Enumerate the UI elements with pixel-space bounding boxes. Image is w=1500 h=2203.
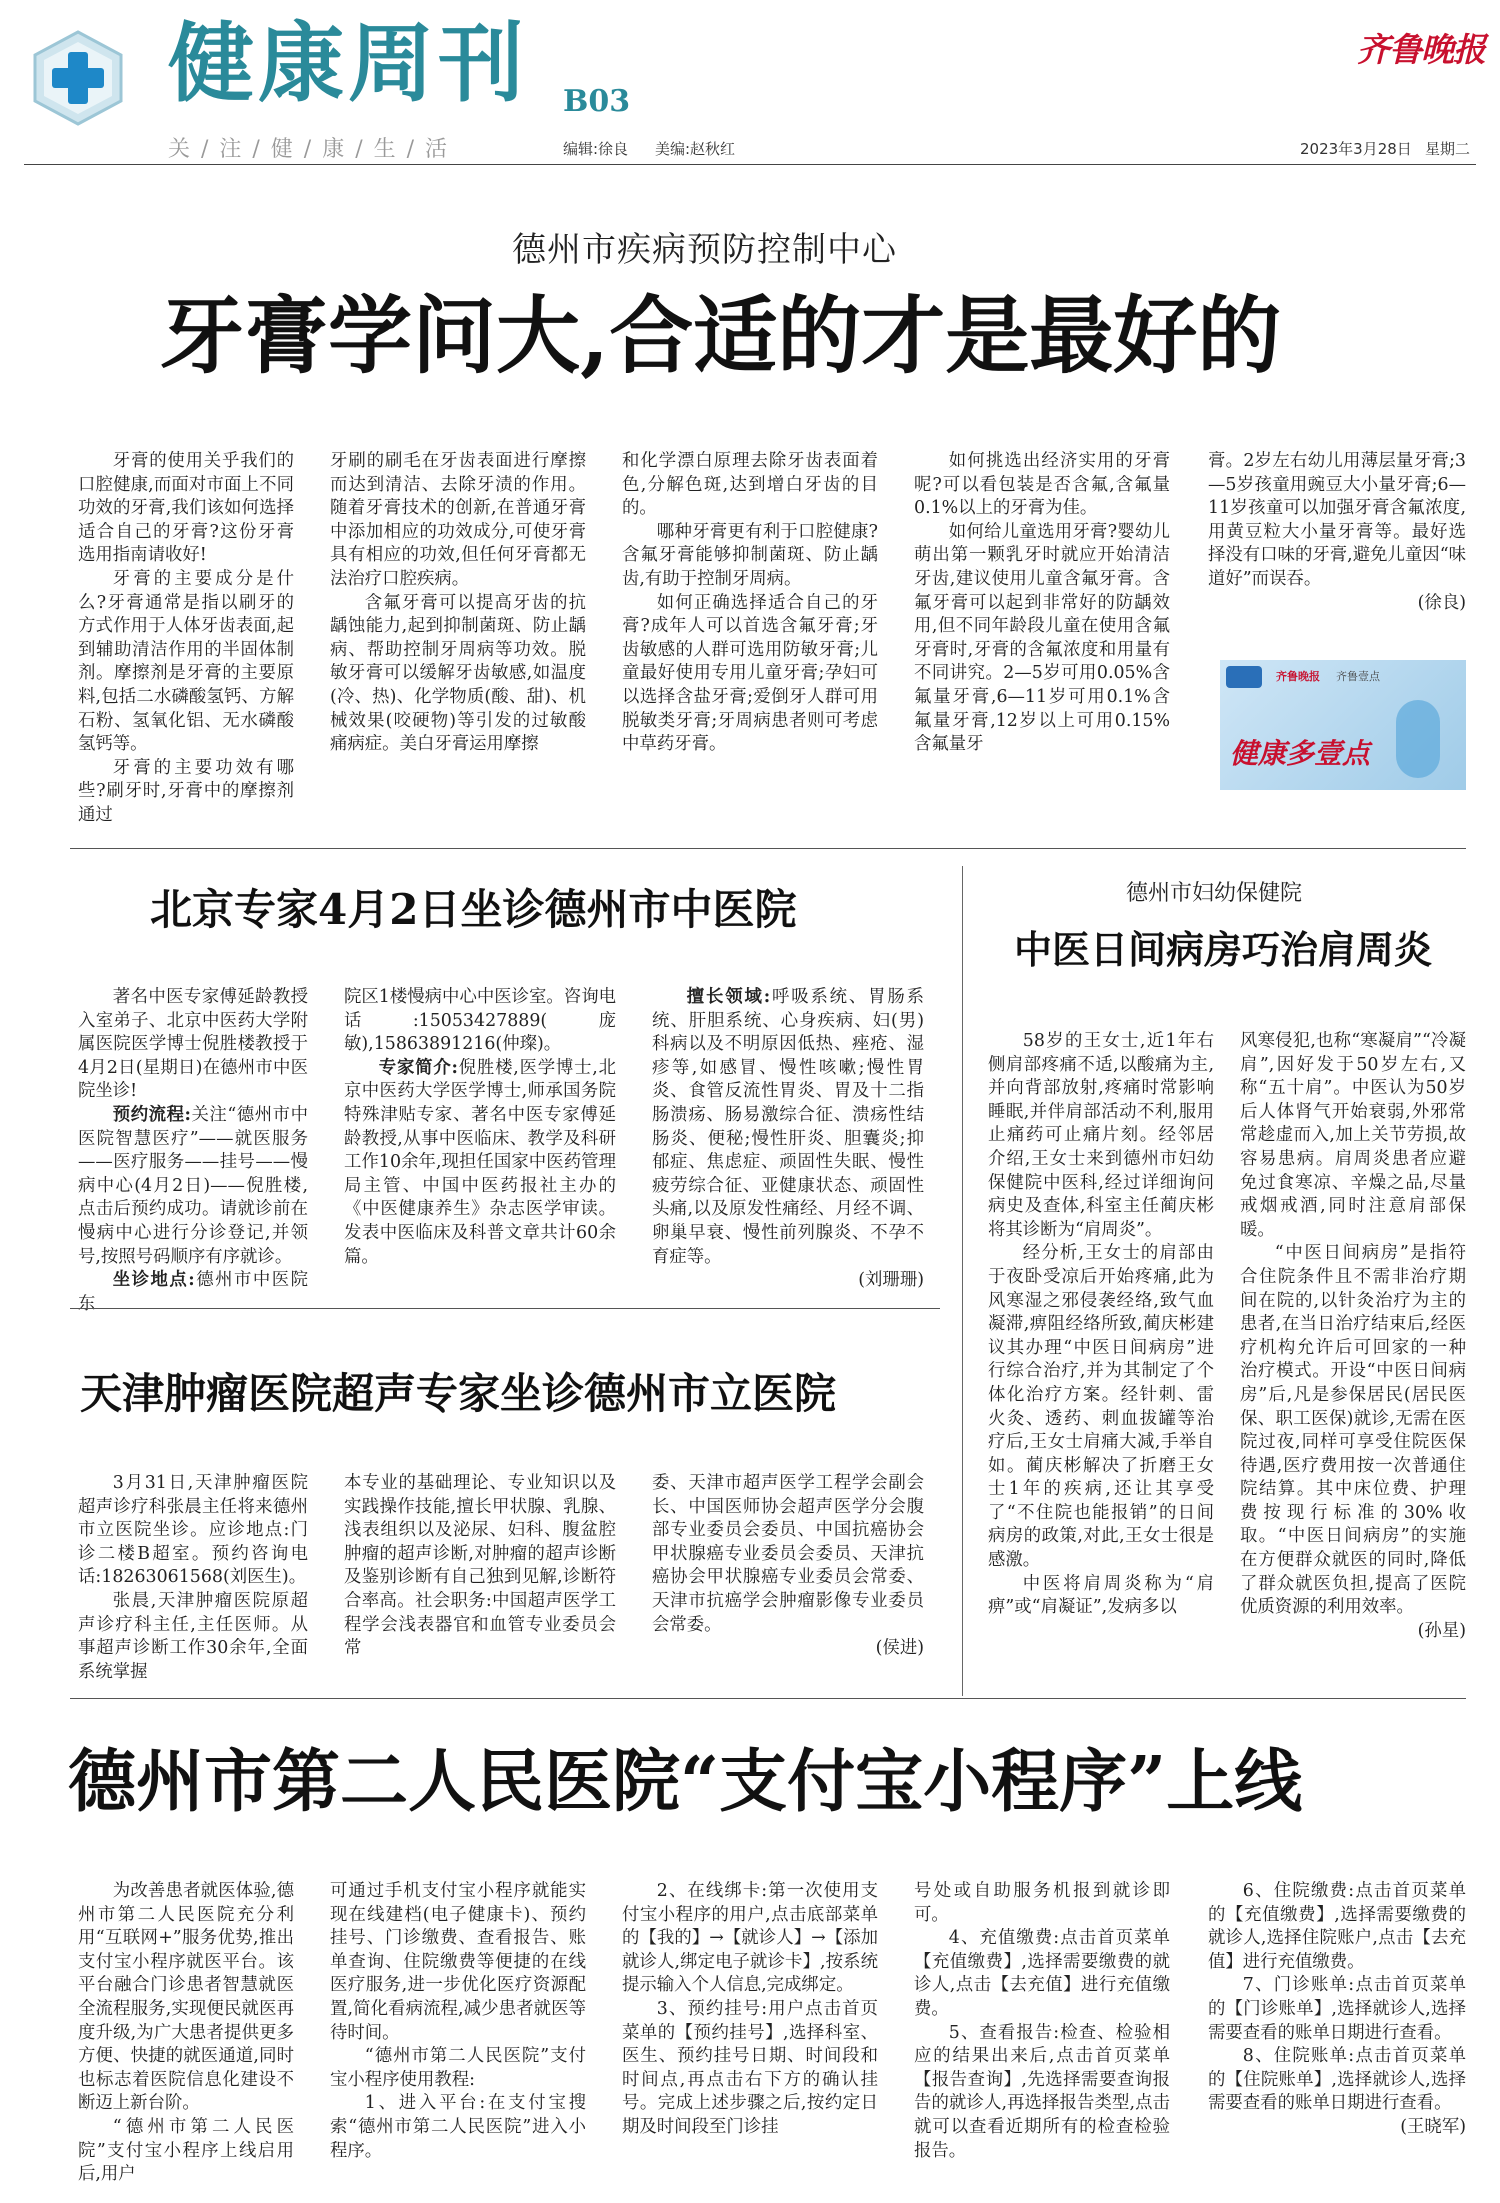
byline: (侯进): [875, 1638, 924, 1659]
designer-credit: 美编:赵秋红: [655, 140, 736, 158]
ad-brand-2: 齐鲁壹点: [1336, 670, 1380, 683]
article-column: 委、天津市超声医学工程学会副会长、中国医师协会超声医学分会腹部专业委员会委员、中国抗癌协会甲状腺癌专业委员会委员、天津抗癌协会甲状腺癌专业委员会常委、天津市抗癌学会肿瘤影像专业委员会常委。 (侯进): [652, 1472, 924, 1661]
article-column: 3月31日,天津肿瘤医院超声诊疗科张晨主任将来德州市立医院坐诊。应诊地点:门诊二楼B超室。预约咨询电话:18263061568(刘医生)。 张晨,天津肿瘤医院原超声诊疗科主任,主任医师。从事超声诊断工作30余年,全面系统掌握: [78, 1473, 308, 1682]
ad-brand-1: 齐鲁晚报: [1276, 670, 1320, 683]
article-column: 牙膏的使用关乎我们的口腔健康,而面对市面上不同功效的牙膏,我们该如何选择适合自己的牙膏?这份牙膏选用指南请收好! 牙膏的主要成分是什么?牙膏通常是指以刷牙的方式作用于人体牙齿表面,起到辅助清洁作用的半固体制剂。摩擦剂是牙膏的主要原料,包括二水磷酸氢钙、方解石粉、氢氧化铝、无水磷酸氢钙等。 牙膏的主要功效有哪些?刷牙时,牙膏中的摩擦剂通过: [78, 451, 294, 825]
article-shoulder-treatment: [970, 0, 1500, 1700]
section-divider: [70, 1698, 1466, 1699]
issue-weekday: 星期二: [1425, 140, 1471, 158]
article-column: 可通过手机支付宝小程序就能实现在线建档(电子健康卡)、预约挂号、门诊缴费、查看报告、账单查询、住院缴费等便捷的在线医疗服务,进一步优化医疗资源配置,简化看病流程,减少患者就医等待时间。 “德州市第二人民医院”支付宝小程序使用教程: 1、进入平台:在支付宝搜索“德州市第二人民医院”进入小程序。: [330, 1881, 586, 2161]
article-alipay-launch: [0, 1700, 1500, 2203]
article-column: 如何挑选出经济实用的牙膏呢?可以看包装是否含氟,含氟量0.1%以上的牙膏为佳。 如何给儿童选用牙膏?婴幼儿萌出第一颗乳牙时就应开始清洁牙齿,建议使用儿童含氟牙膏。含氟牙膏可以起到非常好的防龋效用,但不同年龄段儿童在使用含氟牙膏时,牙膏的含氟浓度和用量有不同讲究。2—5岁可用0.05%含氟量牙膏,6—11岁可用0.1%含氟量牙膏,12岁以上可用0.15%含氟量牙: [914, 451, 1170, 755]
article-column: 膏。2岁左右幼儿用薄层量牙膏;3—5岁孩童用豌豆大小量牙膏;6—11岁孩童可以加强牙膏含氟浓度,用黄豆粒大小量牙膏等。最好选择没有口味的牙膏,避免儿童因“味道好”而误吞。 (徐良): [1208, 450, 1466, 615]
ad-slogan: 健康多壹点: [1230, 737, 1371, 770]
article-title: 北京专家4月2日坐诊德州市中医院: [150, 885, 797, 934]
article-title: 中医日间病房巧治肩周炎: [1014, 927, 1433, 972]
newspaper-logo: 齐鲁晚报: [1357, 30, 1485, 69]
byline: (徐良): [1417, 592, 1466, 613]
article-column: 号处或自助服务机报到就诊即可。 4、充值缴费:点击首页菜单【充值缴费】,选择需要缴费的就诊人,点击【去充值】进行充值缴费。 5、查看报告:检查、检验相应的结果出来后,点击首页菜单【报告查询】,先选择需要查询报告的就诊人,再选择报告类型,点击就可以查看近期所有的检查检验报告。: [914, 1881, 1170, 2161]
article-column: 院区1楼慢病中心中医诊室。咨询电话:15053427889(庞敏),15863891216(仲璨)。 专家简介:倪胜楼,医学博士,北京中医药大学医学博士,师承国务院特殊津贴专家、著名中医专家傅延龄教授,从事中医临床、教学及科研工作10余年,现担任国家中医药管理局主管、中国中医药报社主办的《中医健康养生》杂志医学审读。发表中医临床及科普文章共计60余篇。: [344, 987, 616, 1267]
editor-credit: 编辑:徐良: [563, 140, 629, 158]
column-title: 健康周刊: [168, 13, 528, 114]
article-column: 2、在线绑卡:第一次使用支付宝小程序的用户,点击底部菜单的【我的】→【就诊人】→【添加就诊人,绑定电子就诊卡】,按系统提示输入个人信息,完成绑定。 3、预约挂号:用户点击首页菜单的【预约挂号】,选择科室、医生、预约挂号日期、时间段和时间点,再点击右下方的确认挂号。完成上述步骤之后,按约定日期及时间段至门诊挂: [622, 1881, 878, 2137]
byline: (孙星): [1417, 1620, 1466, 1641]
column-divider: [962, 866, 963, 1696]
article-kicker: 德州市疾病预防控制中心: [512, 230, 897, 270]
article-title: 德州市第二人民医院“支付宝小程序”上线: [68, 1742, 1303, 1822]
article-column: 和化学漂白原理去除牙齿表面着色,分解色斑,达到增白牙齿的目的。 哪种牙膏更有利于口腔健康?含氟牙膏能够抑制菌斑、防止龋齿,有助于控制牙周病。 如何正确选择适合自己的牙膏?成年人可以首选含氟牙膏;牙齿敏感的人群可选用防敏牙膏;儿童最好使用专用儿童牙膏;孕妇可以选择含盐牙膏;爱倒牙人群可用脱敏类牙膏;牙周病患者则可考虑中草药牙膏。: [622, 451, 878, 755]
article-title: 牙膏学问大,合适的才是最好的: [160, 286, 1282, 385]
issue-date: 2023年3月28日: [1300, 140, 1412, 158]
column-slogan: 关 / 注 / 健 / 康 / 生 / 活: [168, 137, 449, 162]
article-column: 擅长领域:呼吸系统、胃肠系统、肝胆系统、心身疾病、妇(男)科病以及不明原因低热、痤疮、湿疹等,如感冒、慢性咳嗽;慢性胃炎、食管反流性胃炎、胃及十二指肠溃疡、肠易激综合征、溃疡性结肠炎、便秘;慢性肝炎、胆囊炎;抑郁症、焦虑症、顽固性失眠、慢性疲劳综合征、亚健康状态、顽固性头痛,以及原发性痛经、月经不调、卵巢早衰、慢性前列腺炎、不孕不育症等。 (刘珊珊): [652, 986, 924, 1293]
byline: (王晓军): [1400, 2116, 1466, 2137]
article-column: 风寒侵犯,也称“寒凝肩”“冷凝肩”,因好发于50岁左右,又称“五十肩”。中医认为50岁后人体肾气开始衰弱,外邪常常趁虚而入,加上关节劳损,故容易患病。肩周炎患者应避免过食寒凉、辛燥之品,尽量戒烟戒酒,同时注意肩部保暖。 “中医日间病房”是指符合住院条件且不需非治疗期间在院的,以针灸治疗为主的患者,在当日治疗结束后,经医疗机构允许后可回家的一种治疗模式。开设“中医日间病房”后,凡是参保居民(居民医保、职工医保)就诊,无需在医院过夜,同样可享受住院医保待遇,医疗费用按一次普通住院结算。其中床位费、护理费按现行标准的30%收取。“中医日间病房”的实施在方便群众就医的同时,降低了群众就医负担,提高了医院优质资源的利用效率。 (孙星): [1240, 1030, 1466, 1643]
article-tianjin-expert: [0, 0, 970, 1700]
page-number: B03: [563, 84, 631, 119]
article-title: 天津肿瘤医院超声专家坐诊德州市立医院: [80, 1369, 837, 1418]
article-column: 本专业的基础理论、专业知识以及实践操作技能,擅长甲状腺、乳腺、浅表组织以及泌尿、妇科、腹盆腔肿瘤的超声诊断,对肿瘤的超声诊断及鉴别诊断有自己独到见解,诊断符合率高。社会职务:中国超声医学工程学会浅表器官和血管专业委员会常: [344, 1473, 616, 1659]
byline: (刘珊珊): [858, 1270, 924, 1291]
article-column: 6、住院缴费:点击首页菜单的【充值缴费】,选择需要缴费的就诊人,选择住院账户,点击【去充值】进行充值缴费。 7、门诊账单:点击首页菜单的【门诊账单】,选择就诊人,选择需要查看的账单日期进行查看。 8、住院账单:点击首页菜单的【住院账单】,选择就诊人,选择需要查看的账单日期进行查看。 (王晓军): [1208, 1880, 1466, 2140]
article-kicker: 德州市妇幼保健院: [1126, 881, 1303, 906]
article-column: 牙刷的刷毛在牙齿表面进行摩擦而达到清洁、去除牙渍的作用。随着牙膏技术的创新,在普通牙膏中添加相应的功效成分,可使牙膏具有相应的功效,但任何牙膏都无法治疗口腔疾病。 含氟牙膏可以提高牙齿的抗龋蚀能力,起到抑制菌斑、防止龋病、帮助控制牙周病等功效。脱敏牙膏可以缓解牙齿敏感,如温度(冷、热)、化学物质(酸、甜)、机械效果(咬硬物)等引发的过敏酸痛病症。美白牙膏运用摩擦: [330, 451, 586, 755]
article-column: 58岁的王女士,近1年右侧肩部疼痛不适,以酸痛为主,并向背部放射,疼痛时常影响睡眠,并伴肩部活动不利,服用止痛药可止痛片刻。经邻居介绍,王女士来到德州市妇幼保健院中医科,经过详细询问病史及查体,科室主任蔺庆彬将其诊断为“肩周炎”。 经分析,王女士的肩部由于夜卧受凉后开始疼痛,此为风寒湿之邪侵袭经络,致气血凝滞,痹阻经络所致,蔺庆彬建议其办理“中医日间病房”进行综合治疗,并为其制定了个体化治疗方案。经针刺、雷火灸、透药、刺血拔罐等治疗后,王女士肩痛大减,手举自如。蔺庆彬解决了折磨王女士1年的疾病,还让其享受了“不住院也能报销”的日间病房的政策,对此,王女士很是感激。 中医将肩周炎称为“肩痹”或“肩凝证”,发病多以: [988, 1031, 1214, 1618]
article-column: 著名中医专家傅延龄教授入室弟子、北京中医药大学附属医院医学博士倪胜楼教授于4月2日(星期日)在德州市中医院坐诊! 预约流程:关注“德州市中医院智慧医疗”——就医服务——医疗服务——挂号——慢病中心(4月2日)——倪胜楼,点击后预约成功。请就诊前在慢病中心进行分诊登记,并领号,按照号码顺序有序就诊。 坐诊地点:德州市中医院东: [78, 987, 308, 1314]
article-column: 为改善患者就医体验,德州市第二人民医院充分利用“互联网+”服务优势,推出支付宝小程序就医平台。该平台融合门诊患者智慧就医全流程服务,实现便民就医再度升级,为广大患者提供更多方便、快捷的就医通道,同时也标志着医院信息化建设不断迈上新台阶。 “德州市第二人民医院”支付宝小程序上线启用后,用户: [78, 1881, 294, 2185]
